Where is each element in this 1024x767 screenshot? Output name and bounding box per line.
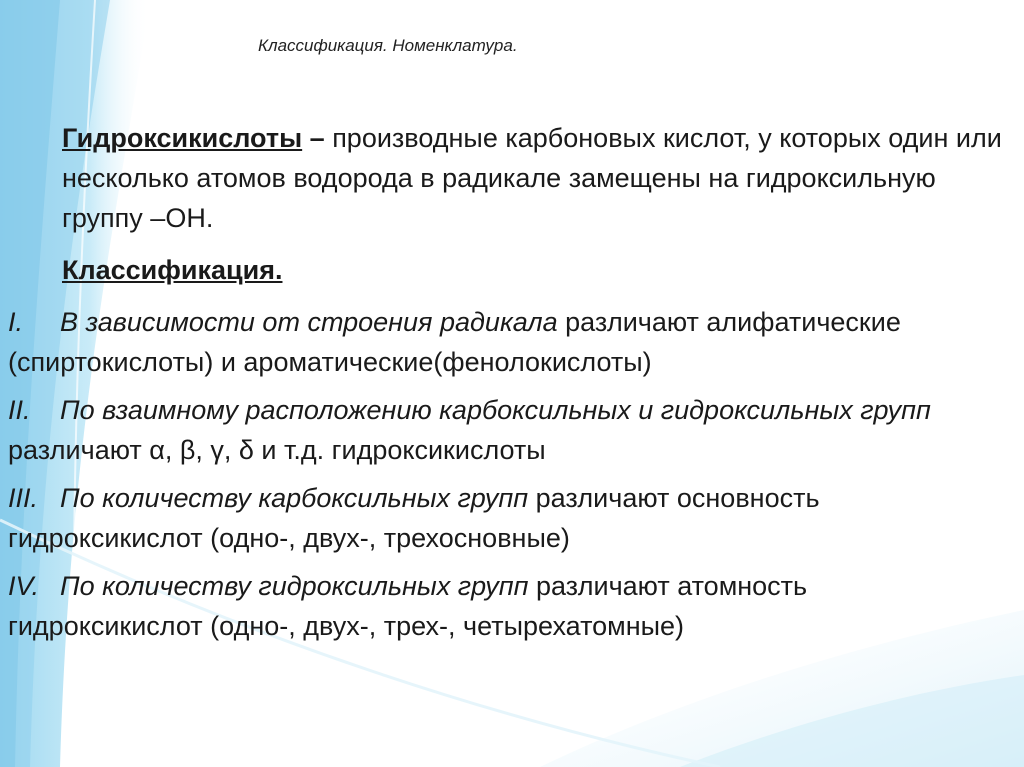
definition-text: производные карбоновых кислот, у которых один или несколько атомов водорода в радикале замещены на гидроксильную группу –ОН. <box>62 123 1002 233</box>
slide-title: Классификация. Номенклатура. <box>258 36 518 55</box>
list-item <box>8 302 1008 382</box>
list-item <box>8 390 1008 470</box>
definition-dash: – <box>302 123 333 153</box>
item-text: различают α, β, γ, δ и т.д. гидроксикислоты <box>8 435 546 465</box>
list-item <box>8 566 1008 646</box>
list-item <box>8 478 1008 558</box>
item-criterion: По количеству гидроксильных групп <box>60 571 529 601</box>
item-numeral: II. <box>8 395 31 425</box>
slide-content <box>8 118 1008 654</box>
definition-paragraph <box>8 118 1008 238</box>
classification-heading-paragraph <box>8 250 1008 290</box>
item-text: различают алифатические (спиртокислоты) и ароматические(фенолокислоты) <box>8 307 901 377</box>
classification-heading: Классификация. <box>62 255 283 285</box>
item-criterion: По взаимному расположению карбоксильных и гидроксильных групп <box>60 395 931 425</box>
item-numeral: IV. <box>8 571 40 601</box>
item-text: различают атомность гидроксикислот (одно-, двух-, трех-, четырехатомные) <box>8 571 808 641</box>
item-criterion: По количеству карбоксильных групп <box>60 483 529 513</box>
definition-term: Гидроксикислоты <box>62 123 303 153</box>
item-numeral: I. <box>8 307 24 337</box>
item-text: различают основность гидроксикислот (одно-, двух-, трехосновные) <box>8 483 820 553</box>
item-numeral: III. <box>8 483 39 513</box>
item-criterion: В зависимости от строения радикала <box>60 307 558 337</box>
